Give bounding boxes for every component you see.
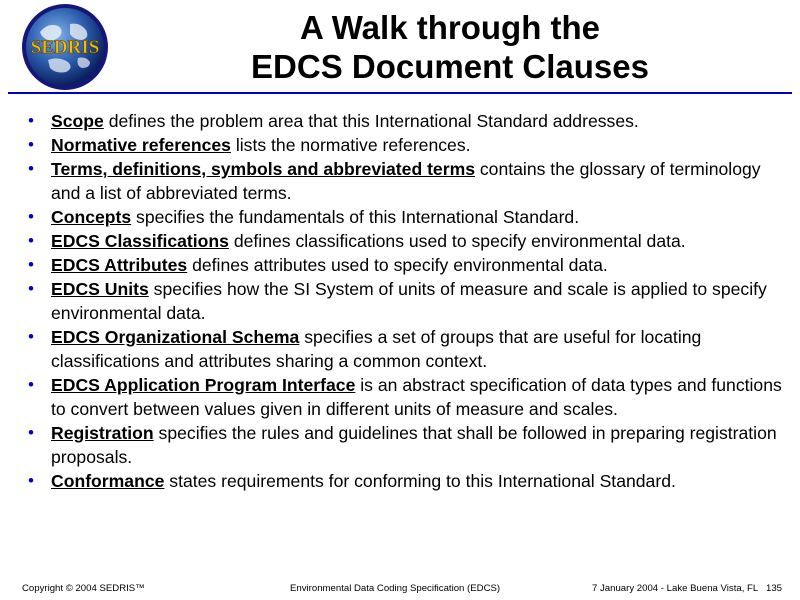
bullet-icon: • [28,423,34,442]
clause-description: is an abstract specification of data types and functions to convert between values given in different units of measure and scales. [51,375,782,419]
list-item [28,373,794,421]
list-item [28,421,794,469]
footer-copyright: Copyright © 2004 SEDRIS™ [22,583,145,594]
bullet-icon: • [28,231,34,250]
bullet-icon: • [28,207,34,226]
bullet-icon: • [28,135,34,154]
clause-term: Concepts [51,207,132,227]
bullet-icon: • [28,255,34,274]
clause-term: EDCS Classifications [51,231,229,251]
title-line-2: EDCS Document Clauses [251,48,649,85]
clause-term: Normative references [51,135,231,155]
list-item [28,469,794,493]
bullet-icon: • [28,279,34,298]
list-item [28,205,794,229]
title-line-1: A Walk through the [299,9,601,46]
footer-spec-name: Environmental Data Coding Specification (EDCS) [290,583,501,594]
list-item [28,157,794,205]
bullet-icon: • [28,375,34,394]
clause-description: defines attributes used to specify environmental data. [187,255,608,275]
clause-description: defines classifications used to specify environmental data. [228,231,686,251]
bullet-icon: • [28,471,34,490]
clause-description: specifies a set of groups that are useful for locating classifications and attributes sharing a common context. [51,327,702,371]
footer-page-number: 135 [766,583,783,594]
bullet-icon: • [28,159,34,178]
footer-date-location: 7 January 2004 - Lake Buena Vista, FL [592,583,759,594]
clause-description: specifies how the SI System of units of measure and scale is applied to specify environmental data. [51,279,767,323]
clause-description: lists the normative references. [230,135,471,155]
logo-text: SEDRIS [30,37,100,58]
title-divider [8,92,792,94]
list-item [28,277,794,325]
clause-list [28,109,794,493]
clause-description: contains the glossary of terminology and a list of abbreviated terms. [51,159,761,203]
clause-term: EDCS Attributes [51,255,188,275]
clause-description: states requirements for conforming to this International Standard. [164,471,676,491]
list-item [28,253,794,277]
list-item [28,325,794,373]
clause-term: Scope [51,111,104,131]
clause-description: defines the problem area that this International Standard addresses. [103,111,639,131]
bullet-icon: • [28,327,34,346]
clause-term: EDCS Application Program Interface [51,375,356,395]
clause-term: EDCS Organizational Schema [51,327,300,347]
bullet-icon: • [28,111,34,130]
clause-term: Conformance [51,471,165,491]
slide-title [140,8,760,86]
clause-term: EDCS Units [51,279,149,299]
clause-description: specifies the fundamentals of this International Standard. [131,207,580,227]
clause-description: specifies the rules and guidelines that shall be followed in preparing registration proposals. [51,423,777,467]
clause-term: Terms, definitions, symbols and abbreviated terms [51,159,475,179]
list-item [28,109,794,133]
clause-term: Registration [51,423,154,443]
list-item [28,133,794,157]
sedris-logo [18,2,112,92]
list-item [28,229,794,253]
